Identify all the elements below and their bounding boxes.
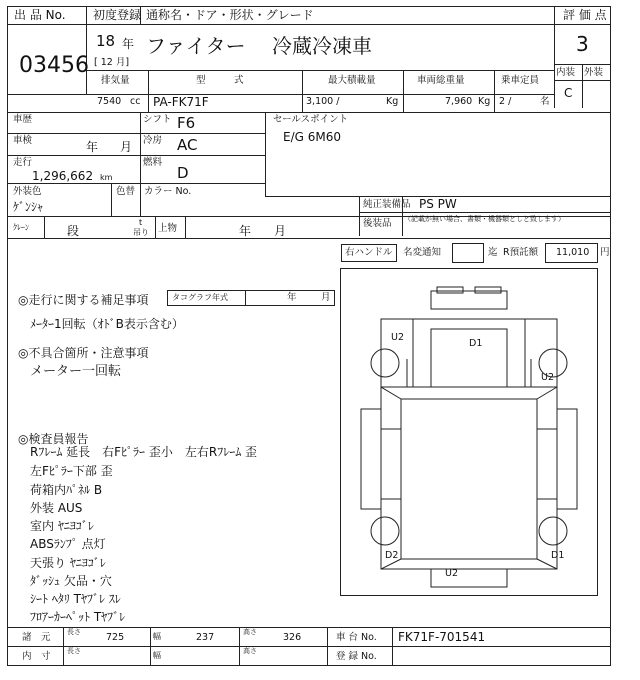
defect-note: メーター一回転 bbox=[30, 364, 122, 379]
rule bbox=[148, 70, 149, 112]
inspector-line: 外装 AUS bbox=[30, 501, 83, 515]
cab-roof bbox=[431, 291, 507, 309]
fuel-label: 燃料 bbox=[143, 157, 163, 168]
first-reg-label: 初度登録 bbox=[93, 8, 142, 22]
equipment-label: 純正装備品 bbox=[363, 199, 411, 210]
model-label: 型 式 bbox=[196, 75, 244, 86]
front-left-wheel bbox=[371, 349, 399, 377]
in-length-label: 長さ bbox=[67, 647, 81, 655]
capacity-label: 乗車定員 bbox=[501, 75, 540, 86]
inspection-label: 車検 bbox=[13, 135, 33, 146]
tacho-month: 月 bbox=[321, 292, 331, 303]
cargo-box-edges bbox=[381, 387, 557, 569]
crane-label: ｸﾚｰﾝ bbox=[13, 223, 29, 232]
reg-year: 18 bbox=[96, 32, 116, 50]
gross-weight-label: 車両総重量 bbox=[417, 75, 465, 86]
crane-lift: 吊り bbox=[133, 228, 149, 237]
in-width-label: 幅 bbox=[153, 651, 161, 660]
rear-left-wheel bbox=[371, 517, 399, 545]
chassis-label: 車 台 No. bbox=[336, 632, 377, 643]
lift-year: 年 bbox=[239, 224, 252, 238]
rhd-label: 右ハンドル bbox=[345, 247, 393, 258]
tacho-year: 年 bbox=[287, 292, 297, 303]
displacement-label: 排気量 bbox=[101, 75, 130, 86]
interior-label: 内装 bbox=[556, 67, 576, 78]
color-no-label: カラー No. bbox=[144, 186, 192, 197]
crane-ton: t bbox=[139, 218, 143, 227]
crane-stage: 段 bbox=[67, 224, 80, 238]
exterior-color-value: ｹﾞﾝｼｬ bbox=[13, 200, 44, 214]
rule bbox=[327, 627, 328, 666]
mark-d2: D2 bbox=[385, 550, 399, 561]
inspector-heading: ◎検査員報告 bbox=[18, 432, 89, 446]
rule bbox=[86, 70, 554, 71]
rear-right-wheel bbox=[539, 517, 567, 545]
reg-month-value: 12 bbox=[100, 57, 113, 68]
driving-heading: ◎走行に関する補足事項 bbox=[18, 293, 149, 307]
rule bbox=[63, 627, 64, 666]
rule bbox=[554, 6, 555, 108]
rule bbox=[359, 196, 360, 236]
rule bbox=[7, 238, 611, 239]
rule bbox=[44, 216, 45, 238]
width-label: 幅 bbox=[153, 632, 161, 641]
rule bbox=[185, 216, 186, 238]
reg-no-label: 登 録 No. bbox=[336, 651, 377, 662]
mark-u2-right: U2 bbox=[541, 372, 554, 383]
height-label: 高さ bbox=[243, 628, 257, 636]
defect-heading: ◎不具合箇所・注意事項 bbox=[18, 346, 149, 360]
inspector-line: ｼｰﾄ ﾍﾀﾘ Tﾔﾌﾞﾚ ｽﾚ bbox=[30, 592, 121, 606]
rule bbox=[140, 183, 141, 216]
recycle-label: R預託額 bbox=[503, 247, 539, 258]
mileage-unit: km bbox=[100, 173, 113, 182]
displacement-value: 7540 bbox=[97, 96, 122, 107]
rule bbox=[140, 112, 141, 183]
capacity-value: 2 / bbox=[499, 96, 512, 107]
model-value: PA-FK71F bbox=[153, 95, 209, 109]
in-height-label: 高さ bbox=[243, 647, 257, 655]
tachograph-label: タコグラフ年式 bbox=[172, 293, 228, 302]
rule bbox=[239, 627, 240, 666]
ac-value: AC bbox=[177, 136, 198, 154]
max-load-label: 最大積載量 bbox=[328, 75, 376, 86]
lot-number: 03456 bbox=[19, 53, 89, 78]
equipment-value: PS PW bbox=[419, 197, 457, 211]
rule bbox=[7, 94, 554, 95]
sales-point-label: セールスポイント bbox=[273, 114, 349, 125]
length-label: 長さ bbox=[67, 628, 81, 636]
width-value: 237 bbox=[196, 632, 215, 643]
inspector-line: ﾌﾛｱｰｶｰﾍﾟｯﾄ Tﾔﾌﾞﾚ bbox=[30, 610, 126, 624]
cargo-box-outline bbox=[381, 387, 557, 569]
rule bbox=[7, 646, 611, 647]
recycle-amount: 11,010 bbox=[556, 247, 590, 258]
cargo-side-panels bbox=[361, 409, 577, 509]
gross-weight-value: 7,960 bbox=[445, 96, 473, 107]
lift-label: 上物 bbox=[158, 223, 178, 234]
rule bbox=[582, 64, 583, 108]
mark-u2-left: U2 bbox=[391, 332, 404, 343]
sales-point-value: E/G 6M60 bbox=[283, 130, 341, 144]
inspection-month: 月 bbox=[120, 140, 133, 154]
rule bbox=[86, 6, 87, 94]
rule bbox=[7, 133, 265, 134]
retrofit-note: （記載が無い場合、書類・機器類としと致します） bbox=[404, 215, 565, 223]
inspector-line: Rﾌﾚｰﾑ 延長 右Fﾋﾟﾗｰ 歪小 左右Rﾌﾚｰﾑ 歪 bbox=[30, 445, 258, 459]
rule bbox=[7, 183, 265, 184]
mark-u2-rear: U2 bbox=[445, 568, 458, 579]
fuel-value: D bbox=[177, 164, 189, 182]
reg-month: [ 12 月] bbox=[94, 57, 130, 68]
year-unit: 年 bbox=[122, 37, 135, 51]
exterior-label: 外装 bbox=[584, 67, 604, 78]
rule bbox=[403, 70, 404, 112]
ac-label: 冷房 bbox=[143, 135, 163, 146]
rule bbox=[265, 112, 266, 196]
truck-diagram-svg bbox=[341, 269, 597, 595]
interior-grade: C bbox=[564, 86, 573, 100]
rule bbox=[150, 627, 151, 666]
mirror-left bbox=[437, 287, 463, 293]
rule bbox=[155, 216, 156, 238]
rule bbox=[7, 155, 265, 156]
shift-value: F6 bbox=[177, 114, 196, 132]
rule bbox=[7, 627, 611, 628]
displacement-unit: cc bbox=[130, 96, 141, 107]
retrofit-label: 後装品 bbox=[363, 218, 392, 229]
rule bbox=[392, 627, 393, 666]
max-load-unit: Kg bbox=[386, 96, 399, 107]
height-value: 326 bbox=[283, 632, 302, 643]
name-change-box bbox=[452, 243, 484, 263]
score-label: 評 価 点 bbox=[563, 8, 607, 22]
rule bbox=[7, 24, 611, 25]
cargo-box-top bbox=[401, 399, 537, 559]
inspector-line: ABSﾗﾝﾌﾟ 点灯 bbox=[30, 537, 106, 551]
recycle-unit: 円 bbox=[600, 247, 610, 258]
interior-dims-label: 内 寸 bbox=[22, 651, 51, 662]
mirror-right bbox=[475, 287, 501, 293]
cargo-panel-lines bbox=[381, 429, 557, 499]
mark-d1-rear: D1 bbox=[551, 550, 565, 561]
mileage-value: 1,296,662 bbox=[32, 169, 94, 183]
inspection-year: 年 bbox=[86, 140, 99, 154]
driving-note: ﾒｰﾀｰ1回転（ｵﾄﾞB表示含む） bbox=[30, 317, 184, 331]
chassis-value: FK71F-701541 bbox=[398, 630, 486, 644]
rule bbox=[302, 70, 303, 112]
rule bbox=[111, 183, 112, 216]
rule bbox=[7, 112, 611, 113]
cab-outline bbox=[413, 319, 525, 387]
history-label: 車歴 bbox=[13, 114, 33, 125]
color-change-label: 色替 bbox=[116, 186, 136, 197]
lift-month: 月 bbox=[274, 224, 287, 238]
score-value: 3 bbox=[576, 32, 589, 56]
capacity-unit: 名 bbox=[540, 96, 550, 107]
name-label: 通称名・ドア・形状・グレード bbox=[146, 8, 314, 22]
shift-label: シフト bbox=[143, 114, 172, 125]
deadline-label: 迄 bbox=[488, 247, 498, 258]
gross-weight-unit: Kg bbox=[478, 96, 491, 107]
inspector-line: 室内 ﾔﾆﾖｺﾞﾚ bbox=[30, 519, 94, 533]
rule bbox=[245, 290, 246, 306]
mark-d1-cab: D1 bbox=[469, 338, 483, 349]
inspector-line: 左Fﾋﾟﾗｰ下部 歪 bbox=[30, 464, 113, 478]
length-value: 725 bbox=[106, 632, 125, 643]
cab-door-lines bbox=[407, 359, 531, 387]
mileage-label: 走行 bbox=[13, 157, 33, 168]
exterior-color-label: 外装色 bbox=[13, 186, 42, 197]
name-change-label: 名変通知 bbox=[403, 247, 442, 258]
inspector-line: 天張り ﾔﾆﾖｺﾞﾚ bbox=[30, 556, 106, 570]
month-unit: 月 bbox=[115, 57, 126, 68]
rule bbox=[359, 212, 611, 213]
inspector-line: ﾀﾞｯｼｭ 欠品・穴 bbox=[30, 574, 112, 588]
rule bbox=[494, 70, 495, 112]
dims-label: 諸 元 bbox=[22, 632, 51, 643]
rear-door bbox=[431, 569, 507, 587]
max-load-value: 3,100 / bbox=[306, 96, 340, 107]
vehicle-name: ファイター 冷蔵冷凍車 bbox=[146, 34, 372, 58]
lot-label: 出 品 No. bbox=[14, 8, 66, 22]
inspector-line: 荷箱内ﾊﾟﾈﾙ B bbox=[30, 483, 103, 497]
damage-diagram bbox=[340, 268, 598, 596]
